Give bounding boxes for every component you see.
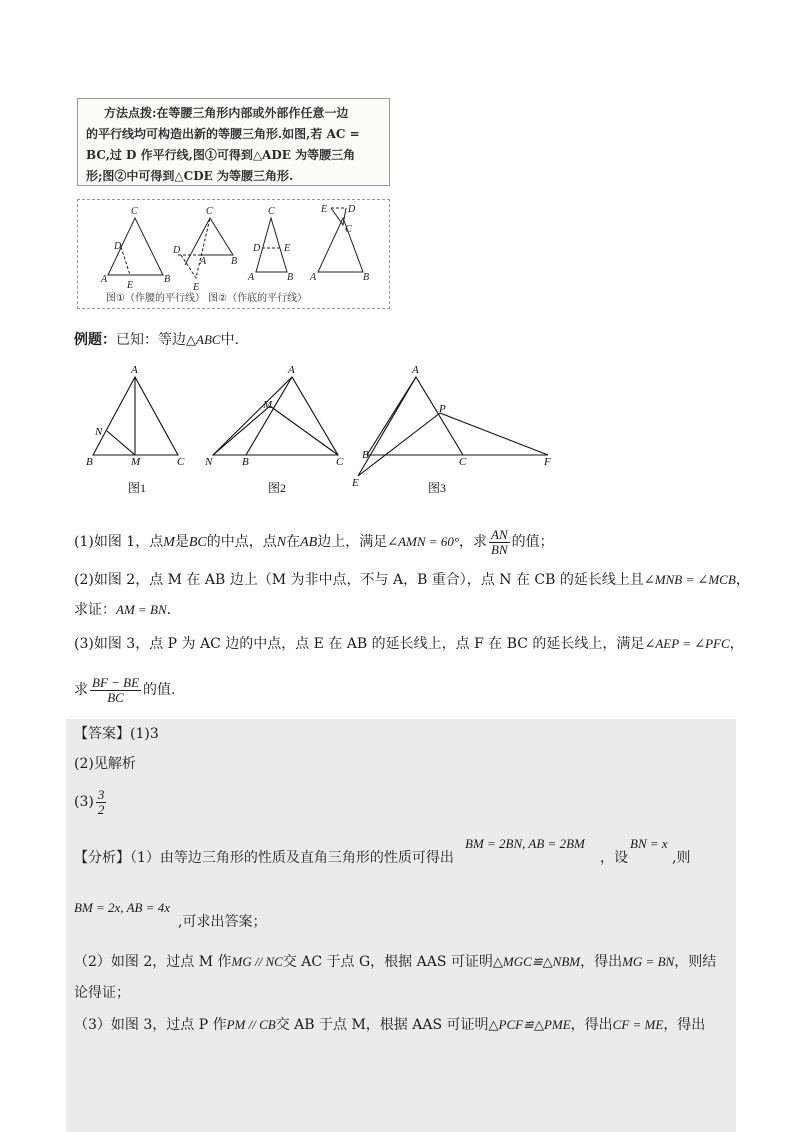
analysis-p3-b: 交 AB 于点 M，根据 AAS 可证明 xyxy=(275,1017,489,1033)
question-3-line-1 xyxy=(74,634,744,654)
analysis-t3: ,可求出答案； xyxy=(178,914,267,930)
q1-fraction xyxy=(489,528,510,557)
method-tip-box xyxy=(77,98,390,186)
fig2-label-b: B xyxy=(242,456,249,468)
q1-pre: (1)如图 1，点 xyxy=(74,534,164,550)
example-text: 已知：等边 xyxy=(116,332,186,348)
method-line-1: 方法点拨:在等腰三角形内部或外部作任意一边 xyxy=(104,106,349,120)
analysis-t2: ,则 xyxy=(672,850,691,866)
method-figures-caption: 图①（作腰的平行线） 图②（作底的平行线） xyxy=(106,293,308,304)
q3-comma: ， xyxy=(729,636,744,652)
analysis-p2-c: ，得出 xyxy=(580,954,623,970)
answer-panel xyxy=(66,719,736,1132)
analysis-p3-m3: CF = ME xyxy=(612,1017,664,1032)
example-line xyxy=(74,330,239,350)
q3-pre: 求 xyxy=(74,682,88,698)
q3-tail: 的值. xyxy=(143,682,176,698)
answer-2: (2)见解析 xyxy=(74,756,136,772)
f1-label-d: D xyxy=(114,241,122,252)
f2-label-d: D xyxy=(173,245,181,256)
f4-label-e: E xyxy=(321,204,328,215)
fig3-label-e: E xyxy=(352,477,359,489)
q1-frac-den: BN xyxy=(491,541,508,557)
fig2-label-n: N xyxy=(205,456,213,468)
f3-label-c: C xyxy=(268,206,275,217)
f1-label-a: A xyxy=(101,274,108,285)
fig1-caption: 图1 xyxy=(128,481,147,495)
analysis-m2: BN = x xyxy=(630,836,668,851)
f4-label-a: A xyxy=(310,272,317,283)
example-figures xyxy=(80,362,570,502)
f3-label-e: E xyxy=(284,243,291,254)
q2-line2-pre: 求证： xyxy=(74,602,116,618)
fig3-label-b: B xyxy=(362,449,369,461)
fig3-label-c: C xyxy=(459,456,467,468)
f4-label-d: D xyxy=(348,204,356,215)
q3-frac-num: BF − BE xyxy=(92,674,140,690)
fig2-label-a: A xyxy=(288,364,295,376)
analysis-p2-m2: △MGC≌△NBM xyxy=(492,954,581,969)
q1-bc: BC xyxy=(188,535,207,550)
analysis-p3-m1: PM // CB xyxy=(226,1017,276,1032)
analysis-t1: ，设 xyxy=(600,850,628,866)
q1-t4: 边上，满足 xyxy=(317,534,388,550)
fig1-label-n: N xyxy=(95,426,103,438)
q3-line1: (3)如图 3，点 P 为 AC 边的中点，点 E 在 AB 的延长线上，点 F 在 BC 的延长线上，满足 xyxy=(74,636,645,652)
analysis-m3: BM = 2x, AB = 4x xyxy=(74,900,171,915)
example-tail: 中. xyxy=(220,332,240,348)
answer-head: 【答案】(1)3 xyxy=(74,726,159,742)
f2-label-a: A xyxy=(200,256,207,267)
fig2-caption: 图2 xyxy=(268,481,287,495)
analysis-p2-e: 论得证； xyxy=(74,985,130,1001)
question-2-line-1 xyxy=(74,570,750,590)
analysis-p3-m2: △PCF≌△PME xyxy=(488,1017,571,1032)
f4-label-c: C xyxy=(345,224,352,235)
analysis-m1: BM = 2BN, AB = 2BM xyxy=(465,836,585,851)
q1-t6: 的值； xyxy=(511,534,554,550)
f3-label-b: B xyxy=(287,272,294,283)
analysis-p3-c: ，得出 xyxy=(570,1017,613,1033)
method-line-3: BC,过 D 作平行线,图①可得到△ADE 为等腰三角 xyxy=(86,148,356,162)
analysis-p3-d: ，得出 xyxy=(663,1017,706,1033)
analysis-p3-a: （3）如图 3，过点 P 作 xyxy=(74,1017,227,1033)
analysis-p2-m1: MG // NC xyxy=(231,954,283,969)
method-line-2: 的平行线均可构造出新的等腰三角形.如图,若 AC = xyxy=(86,127,360,141)
example-triangle: △ABC xyxy=(186,332,221,347)
f2-label-b: B xyxy=(231,256,238,267)
q2-line2-math: AM = BN xyxy=(116,602,167,617)
fig3-label-a: A xyxy=(412,364,419,376)
fig2-label-c: C xyxy=(336,456,344,468)
answer-3-den: 2 xyxy=(97,801,105,817)
question-2-line-2 xyxy=(74,600,171,620)
q2-condition: ∠MNB = ∠MCB xyxy=(643,572,736,587)
example-label: 例题： xyxy=(74,332,116,348)
f1-label-c: C xyxy=(131,206,138,217)
f1-label-b: B xyxy=(164,274,171,285)
fig1-label-c: C xyxy=(177,456,185,468)
q1-m: M xyxy=(163,535,175,550)
q3-fraction xyxy=(90,676,141,705)
analysis-p2-a: （2）如图 2，过点 M 作 xyxy=(74,954,232,970)
f1-label-e: E xyxy=(127,280,134,291)
method-figures xyxy=(78,200,389,308)
f3-label-d: D xyxy=(253,243,261,254)
q1-condition: ∠AMN = 60° xyxy=(387,534,460,549)
q1-ab: AB xyxy=(300,535,318,550)
question-3-line-2 xyxy=(74,672,176,708)
method-line-4: 形;图②中可得到△CDE 为等腰三角形. xyxy=(86,169,294,183)
analysis-p2-line-1 xyxy=(74,952,716,972)
answer-3-pre: (3) xyxy=(74,794,94,810)
fig1-label-a: A xyxy=(131,364,138,376)
f3-label-a: A xyxy=(248,272,255,283)
method-figures-box xyxy=(77,199,390,309)
q2-comma: ， xyxy=(735,572,750,588)
fig3-label-p: P xyxy=(439,403,446,415)
f2-label-c: C xyxy=(206,206,213,217)
fig3-caption: 图3 xyxy=(428,481,447,495)
q1-n: N xyxy=(276,535,287,550)
analysis-p2-d: ，则结 xyxy=(674,954,717,970)
analysis-p2-m3: MG = BN xyxy=(622,954,675,969)
answer-3 xyxy=(74,784,108,820)
q1-t5: ，求 xyxy=(459,534,488,550)
q1-t3: 在 xyxy=(286,534,301,550)
q1-t2: 的中点，点 xyxy=(206,534,277,550)
fig2-label-m: M xyxy=(263,399,273,411)
answer-3-fraction xyxy=(96,788,107,817)
fig1-label-m: M xyxy=(131,456,141,468)
f2-label-e: E xyxy=(193,282,200,293)
q1-frac-num: AN xyxy=(491,526,508,542)
fig3-label-f: F xyxy=(544,456,551,468)
analysis-head: 【分析】（1）由等边三角形的性质及直角三角形的性质可得出 xyxy=(74,850,454,866)
question-1 xyxy=(74,524,554,560)
q2-line1: (2)如图 2，点 M 在 AB 边上（M 为非中点，不与 A，B 重合），点 N 在 CB 的延长线上且 xyxy=(74,572,644,588)
q3-condition: ∠AEP = ∠PFC xyxy=(644,636,730,651)
analysis-p3-line-1 xyxy=(74,1015,705,1035)
analysis-p2-b: 交 AC 于点 G，根据 AAS 可证明 xyxy=(282,954,493,970)
q2-line2-tail: . xyxy=(166,602,172,618)
answer-3-num: 3 xyxy=(97,786,105,802)
q3-frac-den: BC xyxy=(107,689,124,705)
f4-label-b: B xyxy=(363,272,370,283)
fig1-label-b: B xyxy=(86,456,93,468)
q1-t1: 是 xyxy=(174,534,189,550)
